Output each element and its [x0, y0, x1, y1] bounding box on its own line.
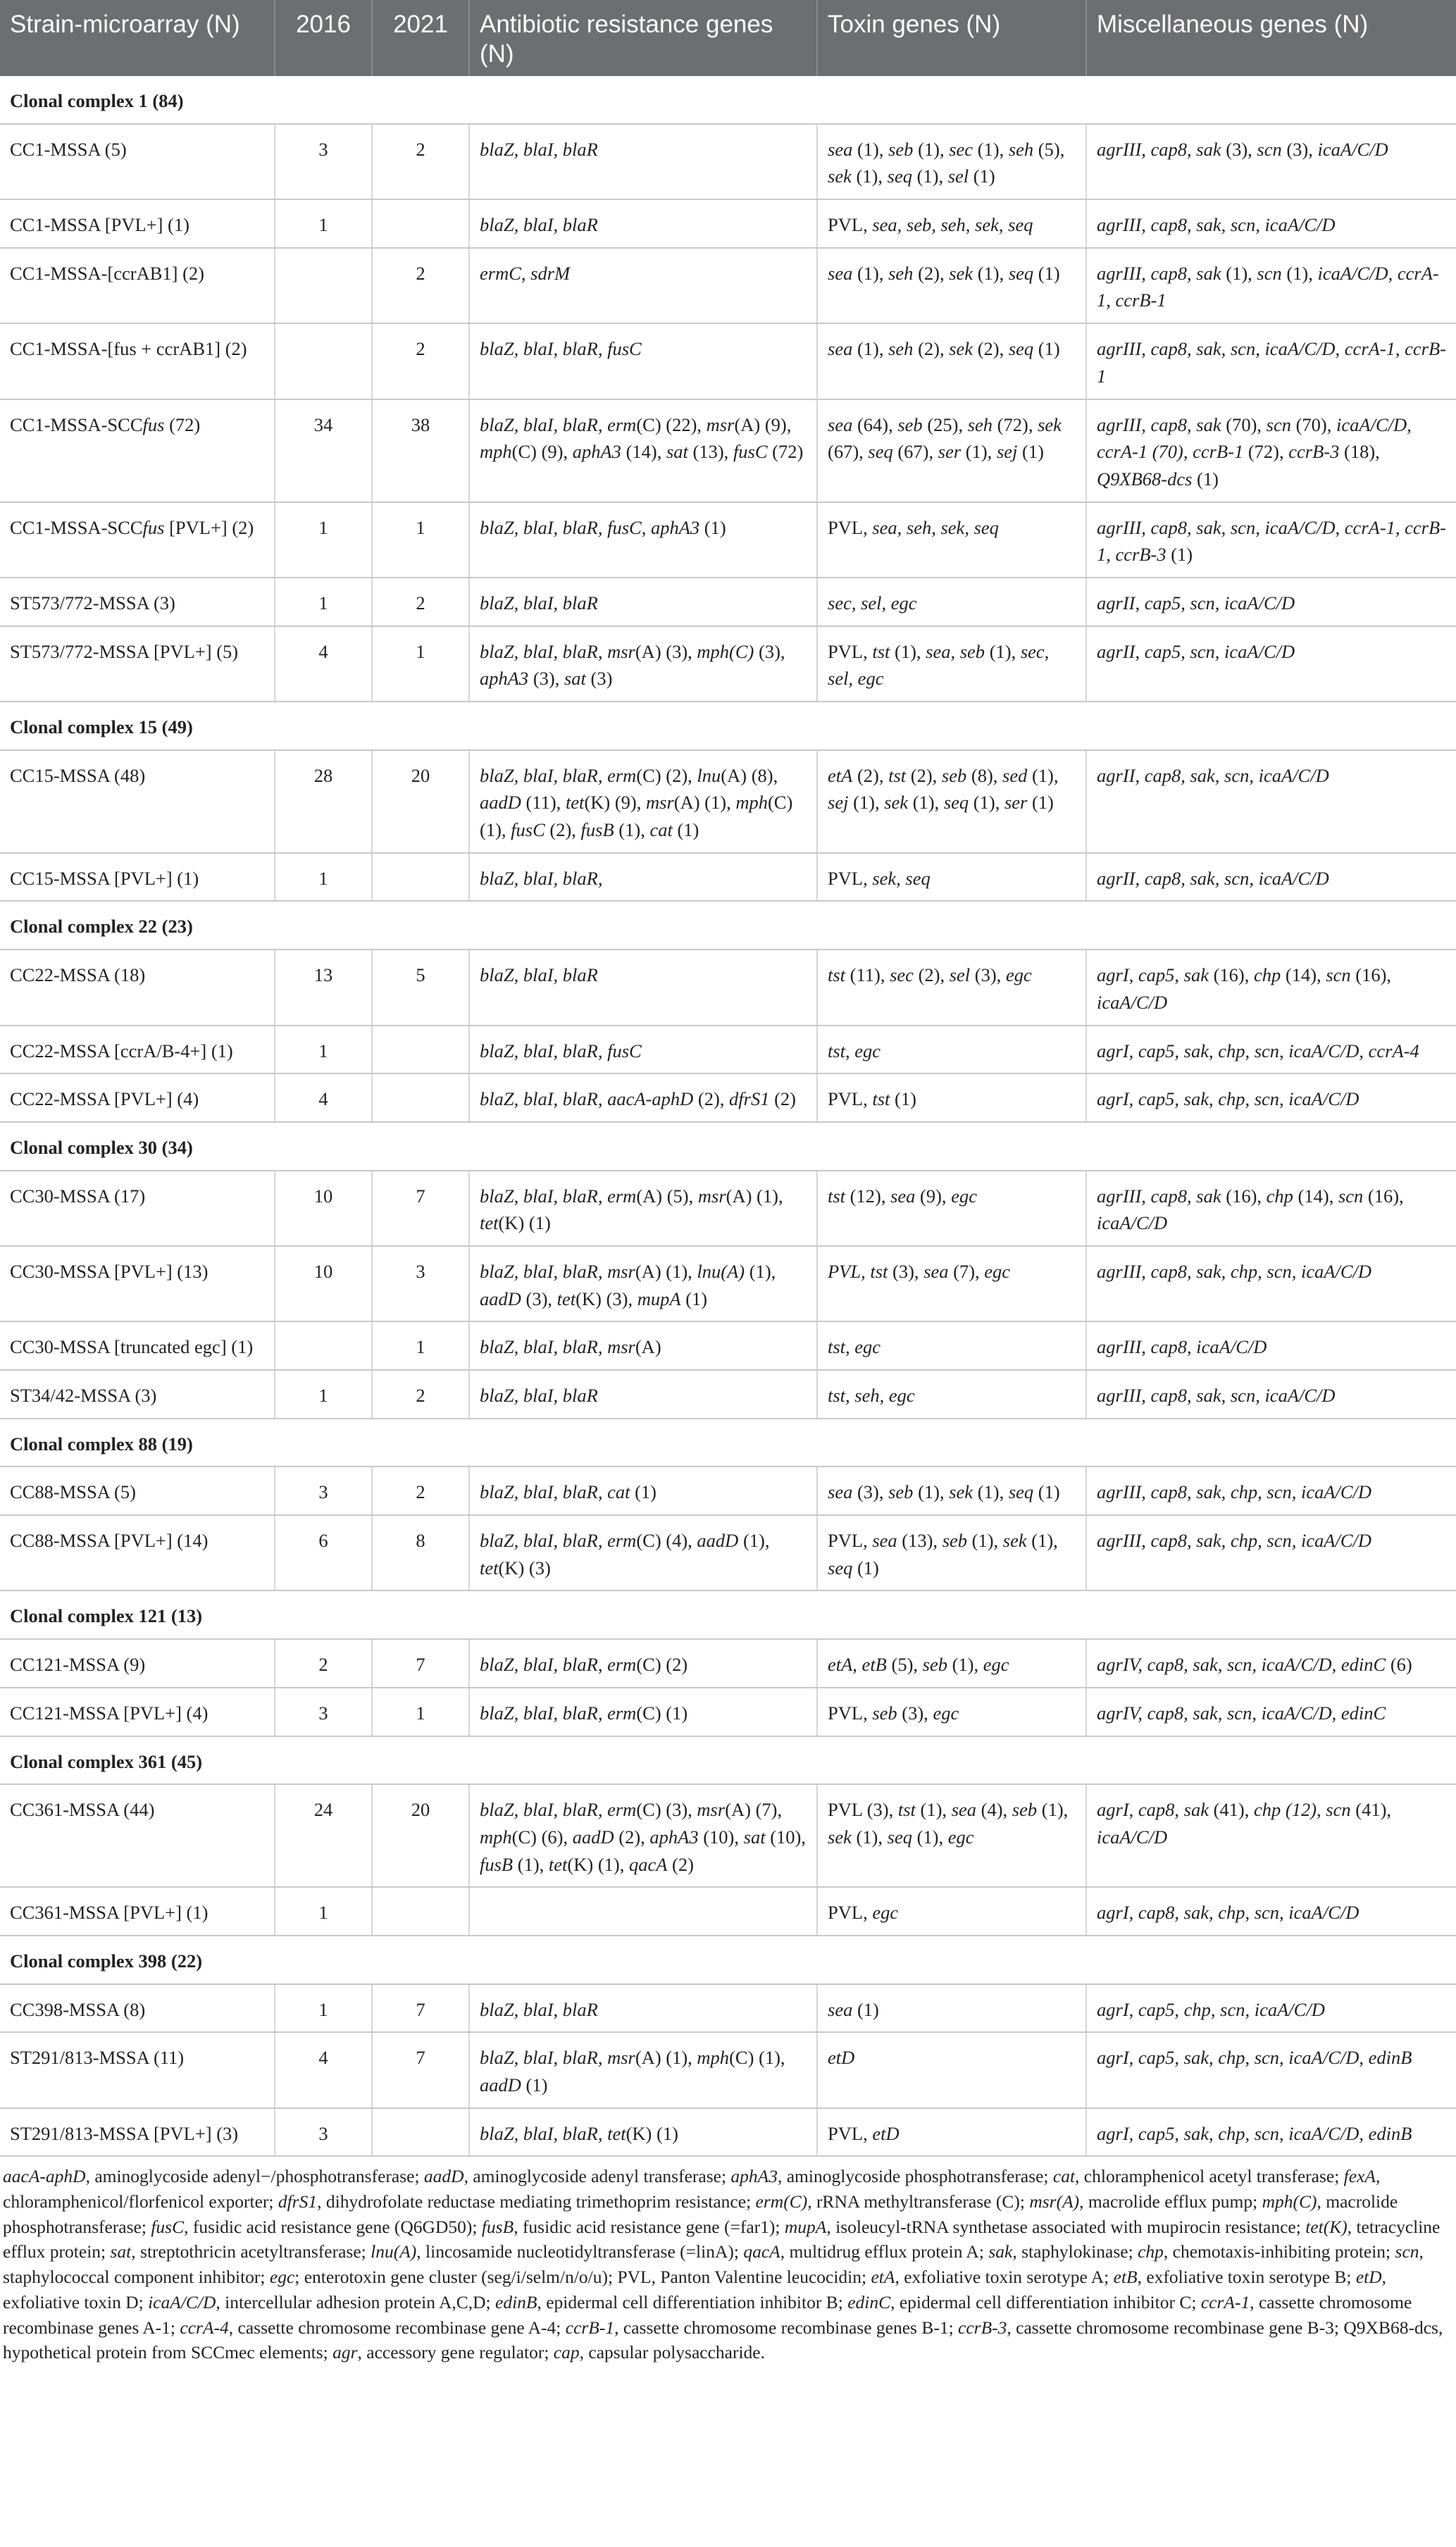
cell-strain: CC88-MSSA [PVL+] (14)	[0, 1515, 275, 1590]
cell-2021: 20	[372, 1784, 469, 1887]
cell-strain: CC1-MSSA-SCCfus (72)	[0, 399, 275, 502]
cell-2016: 3	[275, 1688, 372, 1736]
group-row	[0, 901, 1456, 949]
table-row	[0, 1984, 1456, 2033]
cell-toxin-genes: tst, seh, egc	[817, 1370, 1086, 1419]
cell-strain: CC361-MSSA (44)	[0, 1784, 275, 1887]
cell-strain: ST573/772-MSSA [PVL+] (5)	[0, 626, 275, 702]
cell-2016: 24	[275, 1784, 372, 1887]
cell-2016: 4	[275, 626, 372, 702]
cell-toxin-genes: tst, egc	[817, 1026, 1086, 1074]
cell-toxin-genes: sea (1)	[817, 1984, 1086, 2033]
cell-2021: 7	[372, 1984, 469, 2033]
cell-misc-genes: agrIV, cap8, sak, scn, icaA/C/D, edinC (6)	[1086, 1639, 1456, 1688]
cell-misc-genes: agrIII, cap8, sak, chp, scn, icaA/C/D	[1086, 1515, 1456, 1590]
table-row	[0, 1246, 1456, 1321]
cell-2021: 2	[372, 1466, 469, 1515]
table-row	[0, 750, 1456, 853]
cell-2021: 2	[372, 578, 469, 626]
cell-toxin-genes: PVL, tst (3), sea (7), egc	[817, 1246, 1086, 1321]
cell-2016	[275, 248, 372, 323]
cell-misc-genes: agrIII, cap8, sak, chp, scn, icaA/C/D	[1086, 1246, 1456, 1321]
cell-misc-genes: agrIV, cap8, sak, scn, icaA/C/D, edinC	[1086, 1688, 1456, 1736]
cell-toxin-genes: etD	[817, 2032, 1086, 2107]
table-row	[0, 399, 1456, 502]
group-row	[0, 702, 1456, 750]
table-row	[0, 1370, 1456, 1419]
cell-2021: 2	[372, 248, 469, 323]
cell-misc-genes: agrI, cap5, chp, scn, icaA/C/D	[1086, 1984, 1456, 2033]
table-row	[0, 1073, 1456, 1122]
cell-toxin-genes: tst (11), sec (2), sel (3), egc	[817, 949, 1086, 1025]
cell-2016: 10	[275, 1246, 372, 1321]
group-title: Clonal complex 1 (84)	[0, 76, 1456, 124]
cell-toxin-genes: sea (1), seb (1), sec (1), seh (5), sek (1), seq (1), sel (1)	[817, 124, 1086, 199]
cell-strain: CC22-MSSA [PVL+] (4)	[0, 1073, 275, 1122]
header-2021: 2021	[372, 0, 469, 76]
table-row	[0, 1784, 1456, 1887]
cell-2021	[372, 1073, 469, 1122]
cell-2021: 5	[372, 949, 469, 1025]
cell-strain: CC88-MSSA (5)	[0, 1466, 275, 1515]
cell-misc-genes: agrI, cap5, sak, chp, scn, icaA/C/D, ccrA-4	[1086, 1026, 1456, 1074]
group-row	[0, 1122, 1456, 1171]
table-row	[0, 1321, 1456, 1370]
cell-strain: CC15-MSSA [PVL+] (1)	[0, 853, 275, 902]
cell-misc-genes: agrIII, cap8, sak (1), scn (1), icaA/C/D, ccrA-1, ccrB-1	[1086, 248, 1456, 323]
table-row	[0, 578, 1456, 626]
cell-misc-genes: agrIII, cap8, sak (16), chp (14), scn (16), icaA/C/D	[1086, 1171, 1456, 1246]
cell-toxin-genes: PVL, etD	[817, 2108, 1086, 2157]
cell-2021	[372, 2108, 469, 2157]
table-row	[0, 2108, 1456, 2157]
header-2016: 2016	[275, 0, 372, 76]
table-row	[0, 1639, 1456, 1688]
cell-2021: 8	[372, 1515, 469, 1590]
cell-2016: 10	[275, 1171, 372, 1246]
table-row	[0, 949, 1456, 1025]
cell-antibiotic-resistance: blaZ, blaI, blaR	[469, 199, 817, 248]
cell-2021: 1	[372, 626, 469, 702]
cell-strain: ST573/772-MSSA (3)	[0, 578, 275, 626]
cell-2016: 1	[275, 1984, 372, 2033]
cell-misc-genes: agrIII, cap8, sak (3), scn (3), icaA/C/D	[1086, 124, 1456, 199]
cell-2021: 2	[372, 1370, 469, 1419]
cell-toxin-genes: PVL, tst (1), sea, seb (1), sec, sel, egc	[817, 626, 1086, 702]
cell-toxin-genes: PVL, sea, seb, seh, sek, seq	[817, 199, 1086, 248]
cell-misc-genes: agrIII, cap8, sak, scn, icaA/C/D	[1086, 1370, 1456, 1419]
cell-strain: CC121-MSSA [PVL+] (4)	[0, 1688, 275, 1736]
cell-misc-genes: agrII, cap8, sak, scn, icaA/C/D	[1086, 750, 1456, 853]
cell-antibiotic-resistance: ermC, sdrM	[469, 248, 817, 323]
group-title: Clonal complex 15 (49)	[0, 702, 1456, 750]
cell-2021: 3	[372, 1246, 469, 1321]
cell-antibiotic-resistance: blaZ, blaI, blaR, fusC	[469, 323, 817, 399]
table-footnote: aacA-aphD, aminoglycoside adenyl−/phosphotransferase; aadD, aminoglycoside adenyl transferase; aphA3, aminoglycoside phosphotransferase; cat, chloramphenicol acetyl transferase; fexA, chloramphenicol/florfenicol exporter; dfrS1, dihydrofolate reductase mediating trimethoprim resistance; erm(C), rRNA methyltransferase (C); msr(A), macrolide efflux pump; mph(C), macrolide phosphotransferase; fusC, fusidic acid resistance gene (Q6GD50); fusB, fusidic acid resistance gene (=far1); mupA, isoleucyl-tRNA synthetase associated with mupirocin resistance; tet(K), tetracycline efflux protein; sat, streptothricin acetyltransferase; lnu(A), lincosamide nucleotidyltransferase (=linA); qacA, multidrug efflux protein A; sak, staphylokinase; chp, chemotaxis-inhibiting protein; scn, staphylococcal component inhibitor; egc; enterotoxin gene cluster (seg/i/selm/n/o/u); PVL, Panton Valentine leucocidin; etA, exfoliative toxin serotype A; etB, exfoliative toxin serotype B; etD, exfoliative toxin D; icaA/C/D, intercellular adhesion protein A,C,D; edinB, epidermal cell differentiation inhibitor B; edinC, epidermal cell differentiation inhibitor C; ccrA-1, cassette chromosome recombinase genes A-1; ccrA-4, cassette chromosome recombinase gene A-4; ccrB-1, cassette chromosome recombinase genes B-1; ccrB-3, cassette chromosome recombinase gene B-3; Q9XB68-dcs, hypothetical protein from SCCmec elements; agr, accessory gene regulator; cap, capsular polysaccharide.	[3, 2166, 1443, 2363]
cell-2016: 1	[275, 502, 372, 578]
cell-toxin-genes: PVL, sea, seh, sek, seq	[817, 502, 1086, 578]
cell-antibiotic-resistance: blaZ, blaI, blaR, msr(A) (1), mph(C) (1), aadD (1)	[469, 2032, 817, 2107]
table-row	[0, 626, 1456, 702]
table-row	[0, 2032, 1456, 2107]
cell-2021: 7	[372, 2032, 469, 2107]
cell-2021	[372, 1887, 469, 1936]
cell-2016: 6	[275, 1515, 372, 1590]
cell-antibiotic-resistance: blaZ, blaI, blaR, msr(A) (3), mph(C) (3), aphA3 (3), sat (3)	[469, 626, 817, 702]
cell-strain: CC1-MSSA-SCCfus [PVL+] (2)	[0, 502, 275, 578]
cell-2016: 1	[275, 578, 372, 626]
group-title: Clonal complex 121 (13)	[0, 1590, 1456, 1639]
cell-toxin-genes: sea (3), seb (1), sek (1), seq (1)	[817, 1466, 1086, 1515]
cell-misc-genes: agrI, cap5, sak, chp, scn, icaA/C/D, edinB	[1086, 2032, 1456, 2107]
cell-toxin-genes: sea (1), seh (2), sek (2), seq (1)	[817, 323, 1086, 399]
cell-antibiotic-resistance: blaZ, blaI, blaR, erm(C) (4), aadD (1), tet(K) (3)	[469, 1515, 817, 1590]
cell-antibiotic-resistance: blaZ, blaI, blaR, erm(C) (22), msr(A) (9), mph(C) (9), aphA3 (14), sat (13), fusC (72)	[469, 399, 817, 502]
cell-2021: 1	[372, 1688, 469, 1736]
cell-2021: 1	[372, 1321, 469, 1370]
cell-misc-genes: agrII, cap5, scn, icaA/C/D	[1086, 626, 1456, 702]
cell-2016: 1	[275, 1370, 372, 1419]
cell-strain: CC30-MSSA [PVL+] (13)	[0, 1246, 275, 1321]
cell-strain: CC30-MSSA (17)	[0, 1171, 275, 1246]
cell-antibiotic-resistance: blaZ, blaI, blaR, erm(C) (2)	[469, 1639, 817, 1688]
cell-antibiotic-resistance: blaZ, blaI, blaR	[469, 1370, 817, 1419]
cell-2021: 7	[372, 1639, 469, 1688]
cell-misc-genes: agrIII, cap8, sak, scn, icaA/C/D	[1086, 199, 1456, 248]
cell-strain: CC1-MSSA (5)	[0, 124, 275, 199]
cell-2016: 34	[275, 399, 372, 502]
cell-toxin-genes: PVL, tst (1)	[817, 1073, 1086, 1122]
cell-strain: CC22-MSSA (18)	[0, 949, 275, 1025]
cell-strain: CC121-MSSA (9)	[0, 1639, 275, 1688]
cell-2021: 1	[372, 502, 469, 578]
group-row	[0, 1936, 1456, 1984]
table-row	[0, 1515, 1456, 1590]
cell-2021	[372, 853, 469, 902]
cell-antibiotic-resistance: blaZ, blaI, blaR, fusC	[469, 1026, 817, 1074]
group-title: Clonal complex 398 (22)	[0, 1936, 1456, 1984]
cell-toxin-genes: sec, sel, egc	[817, 578, 1086, 626]
cell-antibiotic-resistance	[469, 1887, 817, 1936]
cell-toxin-genes: PVL, egc	[817, 1887, 1086, 1936]
group-title: Clonal complex 88 (19)	[0, 1419, 1456, 1467]
group-title: Clonal complex 30 (34)	[0, 1122, 1456, 1171]
cell-antibiotic-resistance: blaZ, blaI, blaR, erm(C) (2), lnu(A) (8), aadD (11), tet(K) (9), msr(A) (1), mph(C) (1), fusC (2), fusB (1), cat (1)	[469, 750, 817, 853]
cell-toxin-genes: etA, etB (5), seb (1), egc	[817, 1639, 1086, 1688]
cell-2021	[372, 1026, 469, 1074]
cell-toxin-genes: sea (1), seh (2), sek (1), seq (1)	[817, 248, 1086, 323]
cell-2016: 4	[275, 2032, 372, 2107]
cell-antibiotic-resistance: blaZ, blaI, blaR	[469, 949, 817, 1025]
cell-strain: CC22-MSSA [ccrA/B-4+] (1)	[0, 1026, 275, 1074]
cell-toxin-genes: PVL (3), tst (1), sea (4), seb (1), sek (1), seq (1), egc	[817, 1784, 1086, 1887]
cell-2016: 4	[275, 1073, 372, 1122]
cell-misc-genes: agrIII, cap8, sak, chp, scn, icaA/C/D	[1086, 1466, 1456, 1515]
table-row	[0, 199, 1456, 248]
cell-antibiotic-resistance: blaZ, blaI, blaR, tet(K) (1)	[469, 2108, 817, 2157]
cell-antibiotic-resistance: blaZ, blaI, blaR	[469, 124, 817, 199]
cell-strain: ST291/813-MSSA (11)	[0, 2032, 275, 2107]
cell-2021: 7	[372, 1171, 469, 1246]
cell-2021	[372, 199, 469, 248]
group-row	[0, 1419, 1456, 1467]
cell-2021: 20	[372, 750, 469, 853]
cell-antibiotic-resistance: blaZ, blaI, blaR, erm(C) (1)	[469, 1688, 817, 1736]
table-row	[0, 1171, 1456, 1246]
cell-2016	[275, 323, 372, 399]
cell-antibiotic-resistance: blaZ, blaI, blaR, erm(C) (3), msr(A) (7), mph(C) (6), aadD (2), aphA3 (10), sat (10), fusB (1), tet(K) (1), qacA (2)	[469, 1784, 817, 1887]
cell-strain: CC361-MSSA [PVL+] (1)	[0, 1887, 275, 1936]
table-row	[0, 502, 1456, 578]
table-row	[0, 1466, 1456, 1515]
cell-misc-genes: agrIII, cap8, sak (70), scn (70), icaA/C/D, ccrA-1 (70), ccrB-1 (72), ccrB-3 (18), Q9XB68-dcs (1)	[1086, 399, 1456, 502]
cell-antibiotic-resistance: blaZ, blaI, blaR	[469, 578, 817, 626]
cell-misc-genes: agrIII, cap8, sak, scn, icaA/C/D, ccrA-1, ccrB-1	[1086, 323, 1456, 399]
cell-misc-genes: agrIII, cap8, sak, scn, icaA/C/D, ccrA-1, ccrB-1, ccrB-3 (1)	[1086, 502, 1456, 578]
cell-toxin-genes: PVL, sek, seq	[817, 853, 1086, 902]
cell-misc-genes: agrII, cap5, scn, icaA/C/D	[1086, 578, 1456, 626]
cell-strain: CC30-MSSA [truncated egc] (1)	[0, 1321, 275, 1370]
cell-strain: ST291/813-MSSA [PVL+] (3)	[0, 2108, 275, 2157]
cell-antibiotic-resistance: blaZ, blaI, blaR, msr(A) (1), lnu(A) (1), aadD (3), tet(K) (3), mupA (1)	[469, 1246, 817, 1321]
table-row	[0, 124, 1456, 199]
cell-misc-genes: agrI, cap8, sak, chp, scn, icaA/C/D	[1086, 1887, 1456, 1936]
cell-strain: CC15-MSSA (48)	[0, 750, 275, 853]
cell-2016: 1	[275, 1026, 372, 1074]
header-misc-genes: Miscellaneous genes (N)	[1086, 0, 1456, 76]
cell-2016	[275, 1321, 372, 1370]
cell-misc-genes: agrI, cap5, sak, chp, scn, icaA/C/D	[1086, 1073, 1456, 1122]
cell-strain: ST34/42-MSSA (3)	[0, 1370, 275, 1419]
cell-2016: 3	[275, 2108, 372, 2157]
group-row	[0, 1736, 1456, 1785]
table-header-row	[0, 0, 1456, 76]
table-row	[0, 323, 1456, 399]
cell-toxin-genes: tst (12), sea (9), egc	[817, 1171, 1086, 1246]
cell-antibiotic-resistance: blaZ, blaI, blaR, msr(A)	[469, 1321, 817, 1370]
cell-misc-genes: agrI, cap8, sak (41), chp (12), scn (41), icaA/C/D	[1086, 1784, 1456, 1887]
cell-antibiotic-resistance: blaZ, blaI, blaR, cat (1)	[469, 1466, 817, 1515]
header-antibiotic-resistance: Antibiotic resistance genes (N)	[469, 0, 817, 76]
cell-antibiotic-resistance: blaZ, blaI, blaR, erm(A) (5), msr(A) (1), tet(K) (1)	[469, 1171, 817, 1246]
cell-antibiotic-resistance: blaZ, blaI, blaR	[469, 1984, 817, 2033]
header-strain: Strain-microarray (N)	[0, 0, 275, 76]
table-body	[0, 76, 1456, 2156]
cell-2016: 1	[275, 199, 372, 248]
cell-toxin-genes: PVL, sea (13), seb (1), sek (1), seq (1)	[817, 1515, 1086, 1590]
cell-2016: 1	[275, 1887, 372, 1936]
cell-2021: 2	[372, 323, 469, 399]
cell-strain: CC1-MSSA-[fus + ccrAB1] (2)	[0, 323, 275, 399]
table-row	[0, 248, 1456, 323]
table-row	[0, 853, 1456, 902]
cell-toxin-genes: PVL, seb (3), egc	[817, 1688, 1086, 1736]
cell-misc-genes: agrII, cap8, sak, scn, icaA/C/D	[1086, 853, 1456, 902]
cell-2016: 13	[275, 949, 372, 1025]
cell-2016: 3	[275, 1466, 372, 1515]
cell-toxin-genes: sea (64), seb (25), seh (72), sek (67), seq (67), ser (1), sej (1)	[817, 399, 1086, 502]
cell-toxin-genes: tst, egc	[817, 1321, 1086, 1370]
cell-2016: 2	[275, 1639, 372, 1688]
cell-misc-genes: agrI, cap5, sak (16), chp (14), scn (16), icaA/C/D	[1086, 949, 1456, 1025]
table-row	[0, 1887, 1456, 1936]
group-row	[0, 76, 1456, 124]
cell-antibiotic-resistance: blaZ, blaI, blaR,	[469, 853, 817, 902]
group-title: Clonal complex 361 (45)	[0, 1736, 1456, 1785]
group-row	[0, 1590, 1456, 1639]
table-row	[0, 1026, 1456, 1074]
cell-strain: CC1-MSSA-[ccrAB1] (2)	[0, 248, 275, 323]
cell-antibiotic-resistance: blaZ, blaI, blaR, fusC, aphA3 (1)	[469, 502, 817, 578]
header-toxin-genes: Toxin genes (N)	[817, 0, 1086, 76]
cell-2021: 2	[372, 124, 469, 199]
table-row	[0, 1688, 1456, 1736]
cell-misc-genes: agrIII, cap8, icaA/C/D	[1086, 1321, 1456, 1370]
cell-misc-genes: agrI, cap5, sak, chp, scn, icaA/C/D, edinB	[1086, 2108, 1456, 2157]
cell-antibiotic-resistance: blaZ, blaI, blaR, aacA-aphD (2), dfrS1 (2)	[469, 1073, 817, 1122]
group-title: Clonal complex 22 (23)	[0, 901, 1456, 949]
cell-toxin-genes: etA (2), tst (2), seb (8), sed (1), sej (1), sek (1), seq (1), ser (1)	[817, 750, 1086, 853]
cell-2016: 28	[275, 750, 372, 853]
cell-strain: CC398-MSSA (8)	[0, 1984, 275, 2033]
cell-strain: CC1-MSSA [PVL+] (1)	[0, 199, 275, 248]
cell-2016: 1	[275, 853, 372, 902]
cell-2021: 38	[372, 399, 469, 502]
cell-2016: 3	[275, 124, 372, 199]
